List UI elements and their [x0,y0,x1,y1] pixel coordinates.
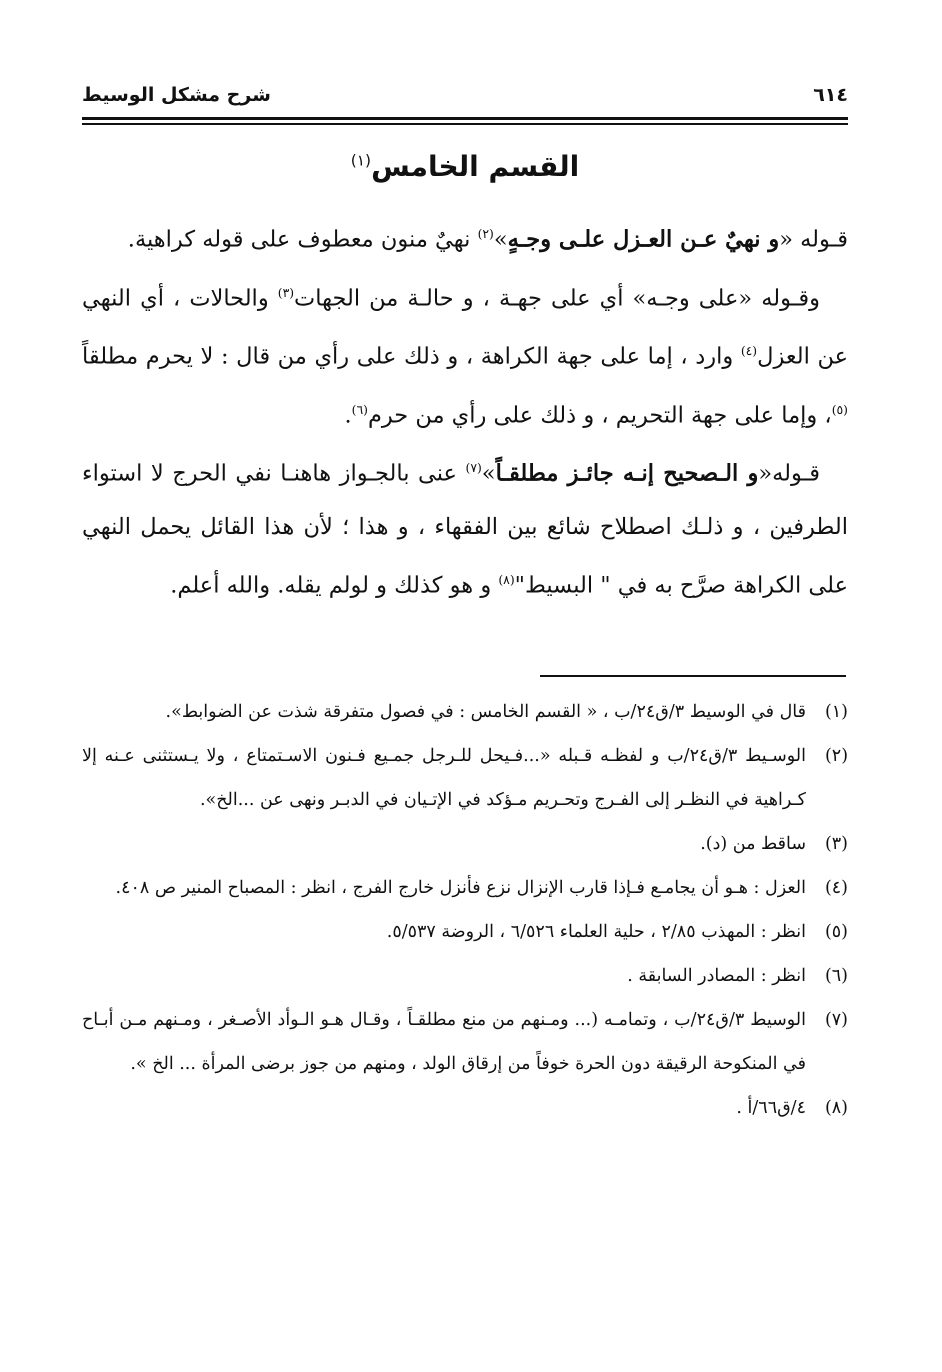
paragraph-2 [82,267,848,443]
text-run: وقـوله «على وجـه» أي على جهـة ، و حالـة من الجهات [294,285,820,311]
text-run: . [344,402,352,428]
quoted-text: و نهيٌ عـن العـزل علـى وجـهٍ [507,226,780,253]
footnote-5 [82,910,848,954]
footnote-ref: (٤) [740,344,758,358]
footnote-number: (١) [824,702,848,722]
footnotes [82,690,848,1130]
header-rule-thin [82,123,848,125]
footnote-text: ٤/ق٦٦/أ . [736,1098,806,1118]
footnote-ref: (٧) [465,461,482,475]
running-header [82,78,848,112]
footnote-text: العزل : هـو أن يجامـع فـإذا قارب الإنزال نزع فأنزل خارج الفرج ، انظر : المصباح المنير ص ٤٠٨. [115,878,806,898]
section-heading [82,150,848,183]
text-run: و هو كذلك و لولم يقله. والله أعلم. [170,572,499,598]
footnote-number: (٢) [824,746,849,766]
text-run: قـوله « [779,226,848,253]
footnote-ref: (٣) [277,285,295,300]
main-text [82,208,848,612]
footnote-number: (٧) [824,1010,848,1030]
footnote-number: (٥) [824,922,848,942]
footnote-text: الوسيط ٣/ق٢٤/ب ، وتمامـه (... ومـنهم من منع مطلقـاً ، وقـال هـو الـوأد الأصـغر ، ومـنهم مـن أبـاح في المنكوحة الرقيقة دون الحرة خوفاً من إرقاق الولد ، ومنهم من جوز برضى المرأة ... الخ ». [82,1010,806,1074]
footnote-8 [82,1086,848,1130]
footnote-text: الوسـيط ٣/ق٢٤/ب و لفظـه قـبله «...فـيحل للـرجل جمـيع فـنون الاسـتمتاع ، ولا يـستثنى عـنه إلا كـراهية في النظـر إلى الفـرج وتحـريم مـؤكد في الإتـيان في الدبـر ونهى عن ...الخ». [82,746,807,810]
paragraph-1 [82,208,848,267]
footnote-ref: (٢) [477,227,494,241]
footnote-ref: (٦) [351,402,368,417]
footnote-ref: (١) [350,151,372,170]
text-run: ، وإما على جهة التحريم ، و ذلك على رأي من حرم [367,402,832,428]
text-run: وارد ، إما على جهة الكراهة ، و ذلك على رأي من قال : لا يحرم مطلقاً [82,343,741,370]
footnote-text: انظر : المهذب ٢/٨٥ ، حلية العلماء ٦/٥٢٦ ، الروضة ٥/٥٣٧. [386,922,806,942]
paragraph-3 [82,442,848,612]
footnote-number: (٤) [824,878,848,898]
page-number: ٦١٤ [813,84,848,106]
footnote-text: انظر : المصادر السابقة . [627,966,806,986]
footnote-ref: (٨) [498,572,515,587]
footnote-number: (٦) [824,966,848,986]
footnote-separator [540,675,846,677]
footnote-3 [82,822,848,866]
footnote-4 [82,866,848,910]
text-run: والحالات ، أي النهي عن العزل [82,285,848,370]
quoted-text: و الـصحيح إنـه جائـز مطلقـاً [495,460,759,487]
footnote-6 [82,954,848,998]
footnote-1 [82,690,848,734]
text-run: نهيٌ منون معطوف على قوله كراهية. [127,226,478,253]
footnote-number: (٣) [824,834,848,854]
header-rule-thick [82,117,848,120]
footnote-7 [82,998,848,1086]
footnote-number: (٨) [824,1098,848,1118]
book-title: شرح مشكل الوسيط [82,84,271,106]
footnote-ref: (٥) [831,402,848,417]
text-run: قـوله« [758,460,820,487]
section-title-text: القسم الخامس [371,150,580,183]
text-run: » [481,460,496,487]
footnote-text: ساقط من (د). [700,834,806,854]
text-run: » [493,226,508,253]
footnote-text: قال في الوسيط ٣/ق٢٤/ب ، « القسم الخامس : في فصول متفرقة شذت عن الضوابط». [165,702,806,722]
text-run: عنى بالجـواز هاهنـا نفي الحرج لا استواء الطرفين ، و ذلـك اصطلاح شائع بين الفقهاء ، و هذا ؛ لأن هذا القائل يحمل النهي على الكراهة صرَّح به في " البسيط" [82,460,848,598]
footnote-2 [82,734,848,822]
